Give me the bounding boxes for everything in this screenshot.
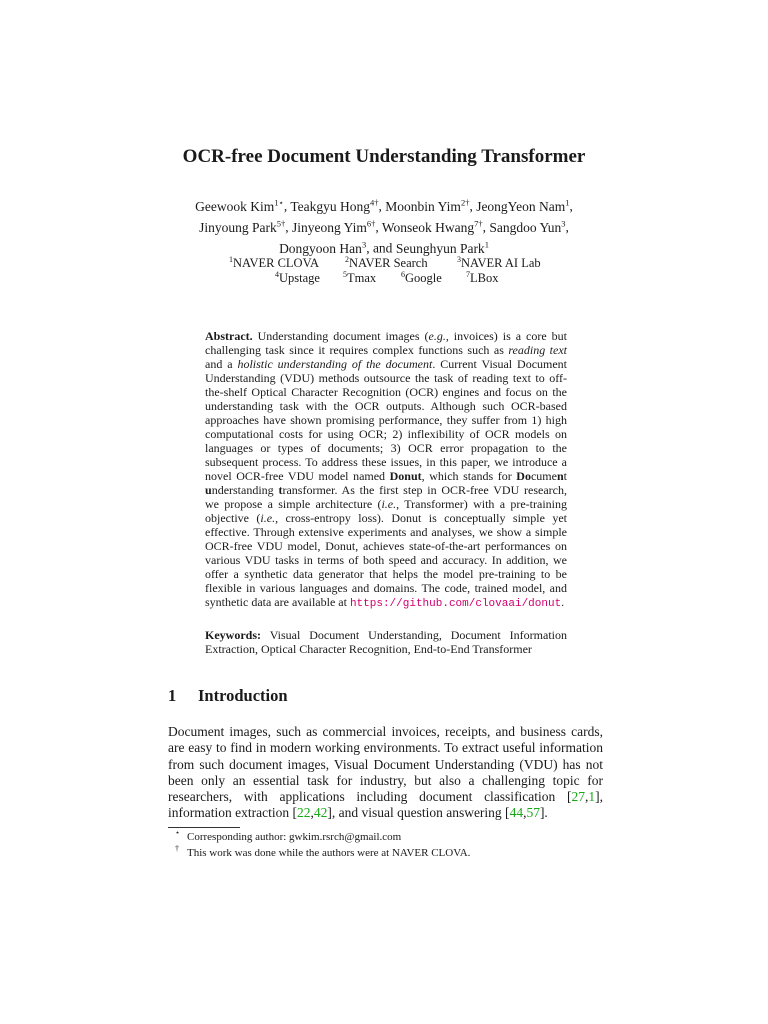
author: Jinyoung Park$^{5\dagger}$ (199, 218, 286, 235)
intro-paragraph: Document images, such as commercial invoices, receipts, and business cards, are easy to find in modern working environments. To extract useful information from such document images, Visual Document Understanding (VDU) has not been only an essential task for industry, but also a challenging topic for researchers, with applications including document classification [27,1], information extraction [22,42], and visual question answering [44,57]. (168, 724, 603, 821)
model-name: Donut (389, 469, 422, 483)
author: Teakgyu Hong$^{4\dagger}$ (290, 197, 379, 214)
keywords: Keywords: Visual Document Understanding, Document Information Extraction, Optical Character Recognition, End-to-End Transformer (205, 628, 567, 656)
citation-link[interactable]: 42 (313, 805, 328, 821)
citation-link[interactable]: 22 (296, 805, 311, 821)
affiliation: $^4$Upstage (275, 270, 320, 286)
author: Sangdoo Yun$^3$ (489, 218, 566, 235)
affiliation: $^5$Tmax (343, 270, 377, 286)
footnote: ⋆ Corresponding author: gwkim.rsrch@gmail.com (175, 828, 402, 843)
affiliations (0, 255, 768, 287)
section-number: 1 (168, 686, 177, 705)
keywords-label: Keywords: (205, 628, 261, 642)
section-title: Introduction (198, 686, 288, 705)
affiliation: $^3$NAVER AI Lab (457, 255, 541, 271)
abstract: Abstract. Understanding document images (e.g., invoices) is a core but challenging task since it requires complex functions such as reading text and a holistic understanding of the document. Current Visual Document Understanding (VDU) methods outsource the task of reading text to off-the-shelf Optical Character Recognition (OCR) engines and focus on the understanding task with the OCR outputs. Although such OCR-based approaches have shown promising performance, they suffer from 1) high computational costs for using OCR; 2) inflexibility of OCR models on languages or types of documents; 3) OCR error propagation to the subsequent process. To address these issues, in this paper, we introduce a novel OCR-free VDU model named Donut, which stands for Document understanding transformer. As the first step in OCR-free VDU research, we propose a simple architecture (i.e., Transformer) with a pre-training objective (i.e., cross-entropy loss). Donut is conceptually simple yet effective. Through extensive experiments and analyses, we show a simple OCR-free VDU model, Donut, achieves state-of-the-art performances on various VDU tasks in terms of both speed and accuracy. In addition, we offer a synthetic data generator that helps the model pre-training to be flexible in various languages and domains. The code, trained model, and synthetic data are available at https://github.com/clovaai/donut. (205, 329, 568, 610)
citation-link[interactable]: 44 (509, 805, 524, 821)
section-heading (168, 686, 288, 706)
author: Moonbin Yim$^{2\dagger}$ (385, 197, 470, 214)
citation-link[interactable]: 27 (571, 789, 585, 805)
affiliation: $^7$LBox (466, 270, 499, 286)
author: Seunghyun Park$^1$ (395, 239, 489, 256)
footnote: † This work was done while the authors were at NAVER CLOVA. (175, 844, 471, 859)
author: Dongyoon Han$^3$ (279, 239, 367, 256)
author: Geewook Kim$^{1⋆}$ (195, 197, 284, 214)
author-list: Geewook Kim$^{1⋆}$, Teakgyu Hong$^{4\dagger}$, Moonbin Yim$^{2\dagger}$, JeongYeon Nam$^1$, Jinyoung Park$^{5\dagger}$, Jinyeong Yim$^{6\dagger}$, Wonseok Hwang$^{7\dagger}$, Sangdoo Yun$^3$, Dongyoon Han$^3$, and Seunghyun Park$^1$ (195, 197, 573, 256)
author: JeongYeon Nam$^1$ (476, 197, 570, 214)
citation-link[interactable]: 57 (526, 805, 540, 821)
author: Jinyeong Yim$^{6\dagger}$ (291, 218, 376, 235)
author: Wonseok Hwang$^{7\dagger}$ (381, 218, 483, 235)
abstract-label: Abstract. (205, 329, 253, 343)
affiliation: $^1$NAVER CLOVA (229, 255, 320, 271)
affiliation: $^2$NAVER Search (345, 255, 428, 271)
affiliation: $^6$Google (401, 270, 442, 286)
paper-title: OCR-free Document Understanding Transformer (182, 146, 586, 167)
github-link[interactable]: https://github.com/clovaai/donut (349, 598, 562, 610)
citation-link[interactable]: 1 (588, 789, 596, 805)
